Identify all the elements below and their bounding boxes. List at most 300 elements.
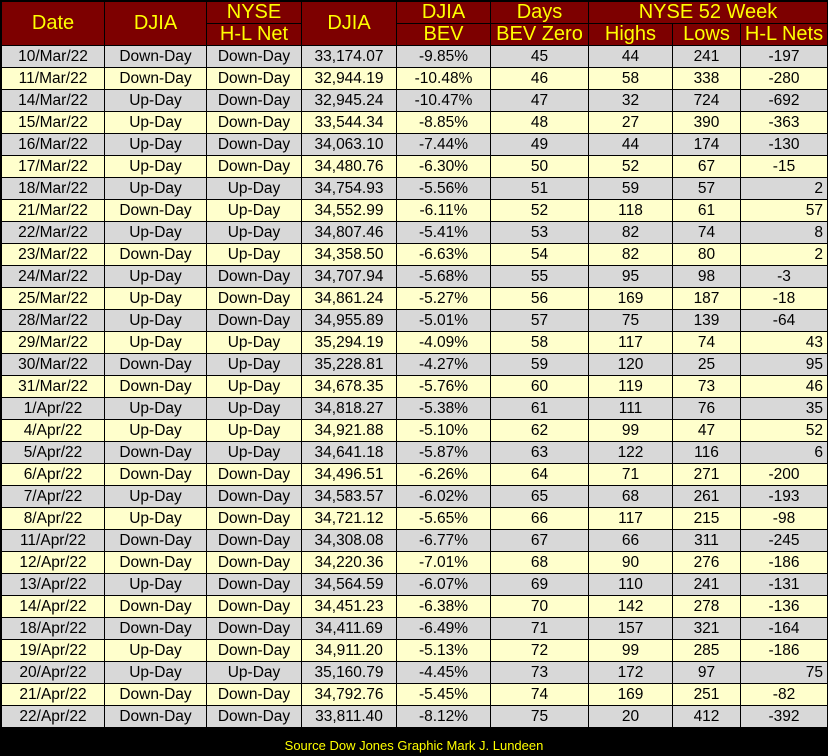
- cell-lows: 215: [673, 508, 741, 530]
- cell-lows: 74: [673, 332, 741, 354]
- cell-highs: 58: [589, 68, 673, 90]
- cell-hl-net: 2: [741, 178, 828, 200]
- cell-days-bev-zero: 72: [491, 640, 589, 662]
- cell-date: 22/Mar/22: [2, 222, 105, 244]
- cell-date: 12/Apr/22: [2, 552, 105, 574]
- cell-highs: 90: [589, 552, 673, 574]
- cell-djia-trend: Up-Day: [105, 420, 207, 442]
- cell-days-bev-zero: 49: [491, 134, 589, 156]
- table-row: [2, 46, 828, 68]
- cell-date: 4/Apr/22: [2, 420, 105, 442]
- cell-lows: 187: [673, 288, 741, 310]
- cell-hl-net: -197: [741, 46, 828, 68]
- cell-djia-close: 34,583.57: [302, 486, 397, 508]
- cell-days-bev-zero: 59: [491, 354, 589, 376]
- cell-hl-net: 46: [741, 376, 828, 398]
- cell-date: 21/Apr/22: [2, 684, 105, 706]
- cell-bev: -9.85%: [397, 46, 491, 68]
- cell-highs: 59: [589, 178, 673, 200]
- table-row: [2, 464, 828, 486]
- cell-highs: 99: [589, 640, 673, 662]
- cell-lows: 412: [673, 706, 741, 728]
- table-row: [2, 596, 828, 618]
- cell-djia-trend: Up-Day: [105, 640, 207, 662]
- cell-bev: -5.68%: [397, 266, 491, 288]
- table-row: [2, 244, 828, 266]
- cell-bev: -7.44%: [397, 134, 491, 156]
- cell-bev: -5.41%: [397, 222, 491, 244]
- cell-lows: 285: [673, 640, 741, 662]
- cell-bev: -5.10%: [397, 420, 491, 442]
- cell-lows: 276: [673, 552, 741, 574]
- cell-lows: 271: [673, 464, 741, 486]
- table-row: [2, 574, 828, 596]
- table-row: [2, 684, 828, 706]
- cell-days-bev-zero: 54: [491, 244, 589, 266]
- cell-nyse-trend: Down-Day: [207, 464, 302, 486]
- cell-hl-net: 8: [741, 222, 828, 244]
- cell-djia-trend: Up-Day: [105, 332, 207, 354]
- cell-date: 22/Apr/22: [2, 706, 105, 728]
- cell-hl-net: -18: [741, 288, 828, 310]
- cell-djia-trend: Up-Day: [105, 222, 207, 244]
- table-row: [2, 178, 828, 200]
- cell-hl-net: -82: [741, 684, 828, 706]
- cell-djia-trend: Up-Day: [105, 288, 207, 310]
- cell-nyse-trend: Down-Day: [207, 288, 302, 310]
- cell-nyse-trend: Up-Day: [207, 354, 302, 376]
- cell-djia-trend: Up-Day: [105, 486, 207, 508]
- cell-djia-trend: Down-Day: [105, 464, 207, 486]
- cell-days-bev-zero: 75: [491, 706, 589, 728]
- cell-hl-net: -280: [741, 68, 828, 90]
- cell-hl-net: 75: [741, 662, 828, 684]
- cell-nyse-trend: Down-Day: [207, 156, 302, 178]
- cell-nyse-trend: Up-Day: [207, 332, 302, 354]
- cell-date: 20/Apr/22: [2, 662, 105, 684]
- cell-days-bev-zero: 67: [491, 530, 589, 552]
- cell-hl-net: -130: [741, 134, 828, 156]
- cell-days-bev-zero: 55: [491, 266, 589, 288]
- cell-hl-net: -98: [741, 508, 828, 530]
- cell-djia-close: 34,564.59: [302, 574, 397, 596]
- cell-djia-close: 32,944.19: [302, 68, 397, 90]
- cell-highs: 27: [589, 112, 673, 134]
- cell-hl-net: 95: [741, 354, 828, 376]
- cell-highs: 68: [589, 486, 673, 508]
- cell-highs: 118: [589, 200, 673, 222]
- cell-djia-close: 34,480.76: [302, 156, 397, 178]
- cell-djia-trend: Up-Day: [105, 134, 207, 156]
- cell-date: 23/Mar/22: [2, 244, 105, 266]
- cell-hl-net: -193: [741, 486, 828, 508]
- cell-djia-close: 35,228.81: [302, 354, 397, 376]
- cell-lows: 116: [673, 442, 741, 464]
- cell-highs: 95: [589, 266, 673, 288]
- cell-highs: 169: [589, 288, 673, 310]
- table-row: [2, 618, 828, 640]
- cell-bev: -5.27%: [397, 288, 491, 310]
- cell-date: 25/Mar/22: [2, 288, 105, 310]
- table-row: [2, 376, 828, 398]
- cell-date: 18/Mar/22: [2, 178, 105, 200]
- table-row: [2, 222, 828, 244]
- header-52-week: NYSE 52 Week: [589, 2, 828, 24]
- cell-djia-trend: Down-Day: [105, 354, 207, 376]
- cell-nyse-trend: Down-Day: [207, 486, 302, 508]
- cell-nyse-trend: Up-Day: [207, 178, 302, 200]
- cell-nyse-trend: Down-Day: [207, 618, 302, 640]
- cell-nyse-trend: Up-Day: [207, 398, 302, 420]
- cell-date: 31/Mar/22: [2, 376, 105, 398]
- cell-days-bev-zero: 50: [491, 156, 589, 178]
- cell-djia-trend: Down-Day: [105, 596, 207, 618]
- cell-hl-net: -392: [741, 706, 828, 728]
- cell-date: 16/Mar/22: [2, 134, 105, 156]
- cell-djia-close: 32,945.24: [302, 90, 397, 112]
- cell-djia-close: 34,911.20: [302, 640, 397, 662]
- cell-lows: 139: [673, 310, 741, 332]
- cell-djia-trend: Down-Day: [105, 706, 207, 728]
- cell-nyse-trend: Down-Day: [207, 266, 302, 288]
- cell-hl-net: -15: [741, 156, 828, 178]
- cell-highs: 117: [589, 508, 673, 530]
- cell-djia-close: 34,792.76: [302, 684, 397, 706]
- cell-lows: 74: [673, 222, 741, 244]
- cell-lows: 390: [673, 112, 741, 134]
- table-row: [2, 266, 828, 288]
- cell-hl-net: 57: [741, 200, 828, 222]
- cell-djia-close: 33,811.40: [302, 706, 397, 728]
- header-bev-top: DJIA: [397, 2, 491, 24]
- table-row: [2, 398, 828, 420]
- cell-bev: -5.45%: [397, 684, 491, 706]
- cell-date: 29/Mar/22: [2, 332, 105, 354]
- cell-hl-net: 43: [741, 332, 828, 354]
- cell-lows: 61: [673, 200, 741, 222]
- cell-djia-close: 34,496.51: [302, 464, 397, 486]
- cell-bev: -8.85%: [397, 112, 491, 134]
- cell-djia-close: 35,160.79: [302, 662, 397, 684]
- cell-days-bev-zero: 51: [491, 178, 589, 200]
- cell-lows: 338: [673, 68, 741, 90]
- cell-djia-trend: Down-Day: [105, 552, 207, 574]
- table-row: [2, 288, 828, 310]
- cell-days-bev-zero: 62: [491, 420, 589, 442]
- cell-days-bev-zero: 48: [491, 112, 589, 134]
- cell-hl-net: 52: [741, 420, 828, 442]
- cell-nyse-trend: Down-Day: [207, 46, 302, 68]
- table-row: [2, 530, 828, 552]
- cell-days-bev-zero: 71: [491, 618, 589, 640]
- table-row: [2, 640, 828, 662]
- cell-bev: -5.38%: [397, 398, 491, 420]
- header-date: Date: [2, 2, 105, 46]
- cell-nyse-trend: Up-Day: [207, 442, 302, 464]
- cell-hl-net: 35: [741, 398, 828, 420]
- cell-lows: 321: [673, 618, 741, 640]
- cell-bev: -5.13%: [397, 640, 491, 662]
- cell-highs: 119: [589, 376, 673, 398]
- table-row: [2, 354, 828, 376]
- cell-lows: 174: [673, 134, 741, 156]
- cell-lows: 98: [673, 266, 741, 288]
- cell-lows: 278: [673, 596, 741, 618]
- cell-date: 18/Apr/22: [2, 618, 105, 640]
- cell-highs: 142: [589, 596, 673, 618]
- cell-djia-trend: Down-Day: [105, 442, 207, 464]
- cell-date: 6/Apr/22: [2, 464, 105, 486]
- cell-nyse-trend: Up-Day: [207, 420, 302, 442]
- cell-nyse-trend: Down-Day: [207, 508, 302, 530]
- cell-djia-trend: Up-Day: [105, 662, 207, 684]
- cell-days-bev-zero: 60: [491, 376, 589, 398]
- cell-date: 10/Mar/22: [2, 46, 105, 68]
- cell-bev: -5.01%: [397, 310, 491, 332]
- cell-djia-close: 33,544.34: [302, 112, 397, 134]
- table-row: [2, 156, 828, 178]
- cell-highs: 122: [589, 442, 673, 464]
- cell-nyse-trend: Down-Day: [207, 640, 302, 662]
- cell-hl-net: -363: [741, 112, 828, 134]
- cell-hl-net: -200: [741, 464, 828, 486]
- table-row: [2, 442, 828, 464]
- table-row: [2, 662, 828, 684]
- cell-nyse-trend: Down-Day: [207, 68, 302, 90]
- cell-bev: -6.02%: [397, 486, 491, 508]
- cell-djia-trend: Down-Day: [105, 530, 207, 552]
- cell-bev: -10.48%: [397, 68, 491, 90]
- cell-days-bev-zero: 57: [491, 310, 589, 332]
- cell-djia-close: 34,358.50: [302, 244, 397, 266]
- cell-djia-close: 34,220.36: [302, 552, 397, 574]
- cell-nyse-trend: Up-Day: [207, 376, 302, 398]
- header-nyse-bottom: H-L Net: [207, 24, 302, 46]
- cell-bev: -6.63%: [397, 244, 491, 266]
- cell-djia-close: 34,678.35: [302, 376, 397, 398]
- cell-days-bev-zero: 56: [491, 288, 589, 310]
- cell-hl-net: -136: [741, 596, 828, 618]
- cell-lows: 241: [673, 574, 741, 596]
- cell-djia-trend: Down-Day: [105, 68, 207, 90]
- header-highs: Highs: [589, 24, 673, 46]
- cell-lows: 57: [673, 178, 741, 200]
- cell-bev: -7.01%: [397, 552, 491, 574]
- table-row: [2, 112, 828, 134]
- cell-highs: 110: [589, 574, 673, 596]
- cell-hl-net: -64: [741, 310, 828, 332]
- cell-bev: -5.76%: [397, 376, 491, 398]
- cell-highs: 172: [589, 662, 673, 684]
- market-table: [1, 1, 828, 728]
- cell-djia-trend: Up-Day: [105, 574, 207, 596]
- cell-date: 21/Mar/22: [2, 200, 105, 222]
- cell-highs: 157: [589, 618, 673, 640]
- cell-lows: 47: [673, 420, 741, 442]
- cell-date: 14/Apr/22: [2, 596, 105, 618]
- cell-djia-trend: Down-Day: [105, 618, 207, 640]
- cell-hl-net: -186: [741, 640, 828, 662]
- table-row: [2, 332, 828, 354]
- cell-date: 8/Apr/22: [2, 508, 105, 530]
- cell-hl-net: -186: [741, 552, 828, 574]
- cell-lows: 261: [673, 486, 741, 508]
- cell-highs: 20: [589, 706, 673, 728]
- table-header: [2, 2, 828, 46]
- cell-lows: 97: [673, 662, 741, 684]
- cell-hl-net: -131: [741, 574, 828, 596]
- cell-nyse-trend: Down-Day: [207, 310, 302, 332]
- cell-highs: 117: [589, 332, 673, 354]
- cell-days-bev-zero: 74: [491, 684, 589, 706]
- cell-highs: 99: [589, 420, 673, 442]
- cell-bev: -6.38%: [397, 596, 491, 618]
- cell-date: 13/Apr/22: [2, 574, 105, 596]
- cell-date: 30/Mar/22: [2, 354, 105, 376]
- cell-djia-close: 33,174.07: [302, 46, 397, 68]
- cell-djia-trend: Up-Day: [105, 112, 207, 134]
- cell-nyse-trend: Down-Day: [207, 112, 302, 134]
- table-row: [2, 420, 828, 442]
- table-row: [2, 310, 828, 332]
- header-nets: H-L Nets: [741, 24, 828, 46]
- cell-bev: -4.27%: [397, 354, 491, 376]
- cell-bev: -10.47%: [397, 90, 491, 112]
- cell-lows: 76: [673, 398, 741, 420]
- cell-nyse-trend: Up-Day: [207, 244, 302, 266]
- table-row: [2, 552, 828, 574]
- cell-lows: 25: [673, 354, 741, 376]
- table-row: [2, 508, 828, 530]
- cell-nyse-trend: Down-Day: [207, 552, 302, 574]
- cell-highs: 32: [589, 90, 673, 112]
- cell-highs: 120: [589, 354, 673, 376]
- cell-hl-net: -245: [741, 530, 828, 552]
- cell-nyse-trend: Down-Day: [207, 574, 302, 596]
- cell-nyse-trend: Up-Day: [207, 222, 302, 244]
- cell-djia-close: 34,861.24: [302, 288, 397, 310]
- table-row: [2, 706, 828, 728]
- cell-highs: 71: [589, 464, 673, 486]
- cell-bev: -6.07%: [397, 574, 491, 596]
- cell-djia-trend: Down-Day: [105, 244, 207, 266]
- cell-djia-trend: Down-Day: [105, 376, 207, 398]
- cell-days-bev-zero: 70: [491, 596, 589, 618]
- cell-djia-trend: Up-Day: [105, 156, 207, 178]
- cell-lows: 241: [673, 46, 741, 68]
- cell-date: 28/Mar/22: [2, 310, 105, 332]
- cell-highs: 82: [589, 222, 673, 244]
- cell-date: 14/Mar/22: [2, 90, 105, 112]
- cell-days-bev-zero: 69: [491, 574, 589, 596]
- cell-nyse-trend: Down-Day: [207, 596, 302, 618]
- cell-bev: -6.11%: [397, 200, 491, 222]
- cell-bev: -8.12%: [397, 706, 491, 728]
- cell-lows: 311: [673, 530, 741, 552]
- cell-highs: 52: [589, 156, 673, 178]
- cell-hl-net: -692: [741, 90, 828, 112]
- cell-djia-trend: Up-Day: [105, 90, 207, 112]
- cell-days-bev-zero: 58: [491, 332, 589, 354]
- cell-date: 5/Apr/22: [2, 442, 105, 464]
- cell-date: 7/Apr/22: [2, 486, 105, 508]
- cell-lows: 73: [673, 376, 741, 398]
- cell-djia-close: 34,411.69: [302, 618, 397, 640]
- cell-djia-trend: Up-Day: [105, 398, 207, 420]
- cell-djia-trend: Up-Day: [105, 266, 207, 288]
- header-djia-close: DJIA: [302, 2, 397, 46]
- cell-date: 19/Apr/22: [2, 640, 105, 662]
- cell-highs: 169: [589, 684, 673, 706]
- cell-highs: 75: [589, 310, 673, 332]
- header-nyse-top: NYSE: [207, 2, 302, 24]
- cell-djia-close: 34,707.94: [302, 266, 397, 288]
- source-footer: Source Dow Jones Graphic Mark J. Lundeen: [284, 738, 544, 753]
- cell-highs: 44: [589, 134, 673, 156]
- table-row: [2, 200, 828, 222]
- cell-lows: 251: [673, 684, 741, 706]
- cell-highs: 111: [589, 398, 673, 420]
- cell-nyse-trend: Down-Day: [207, 134, 302, 156]
- cell-date: 11/Apr/22: [2, 530, 105, 552]
- cell-djia-close: 34,641.18: [302, 442, 397, 464]
- cell-djia-close: 34,721.12: [302, 508, 397, 530]
- cell-hl-net: 6: [741, 442, 828, 464]
- cell-nyse-trend: Up-Day: [207, 662, 302, 684]
- cell-bev: -6.49%: [397, 618, 491, 640]
- header-days-top: Days: [491, 2, 589, 24]
- cell-days-bev-zero: 63: [491, 442, 589, 464]
- table-row: [2, 134, 828, 156]
- cell-bev: -4.09%: [397, 332, 491, 354]
- cell-bev: -5.56%: [397, 178, 491, 200]
- cell-djia-close: 35,294.19: [302, 332, 397, 354]
- cell-days-bev-zero: 61: [491, 398, 589, 420]
- header-lows: Lows: [673, 24, 741, 46]
- cell-date: 11/Mar/22: [2, 68, 105, 90]
- cell-bev: -6.26%: [397, 464, 491, 486]
- cell-djia-close: 34,063.10: [302, 134, 397, 156]
- header-bev-bottom: BEV: [397, 24, 491, 46]
- header-djia-trend: DJIA: [105, 2, 207, 46]
- cell-date: 17/Mar/22: [2, 156, 105, 178]
- cell-djia-close: 34,818.27: [302, 398, 397, 420]
- cell-hl-net: -164: [741, 618, 828, 640]
- cell-lows: 724: [673, 90, 741, 112]
- cell-nyse-trend: Down-Day: [207, 684, 302, 706]
- cell-djia-trend: Up-Day: [105, 508, 207, 530]
- table-row: [2, 90, 828, 112]
- cell-days-bev-zero: 64: [491, 464, 589, 486]
- cell-hl-net: 2: [741, 244, 828, 266]
- cell-bev: -6.77%: [397, 530, 491, 552]
- cell-djia-close: 34,308.08: [302, 530, 397, 552]
- cell-days-bev-zero: 73: [491, 662, 589, 684]
- cell-days-bev-zero: 52: [491, 200, 589, 222]
- cell-djia-trend: Down-Day: [105, 200, 207, 222]
- cell-bev: -5.65%: [397, 508, 491, 530]
- cell-djia-close: 34,754.93: [302, 178, 397, 200]
- cell-bev: -5.87%: [397, 442, 491, 464]
- cell-nyse-trend: Down-Day: [207, 530, 302, 552]
- cell-nyse-trend: Down-Day: [207, 90, 302, 112]
- cell-lows: 80: [673, 244, 741, 266]
- cell-date: 15/Mar/22: [2, 112, 105, 134]
- cell-bev: -6.30%: [397, 156, 491, 178]
- cell-nyse-trend: Up-Day: [207, 200, 302, 222]
- cell-days-bev-zero: 53: [491, 222, 589, 244]
- cell-highs: 82: [589, 244, 673, 266]
